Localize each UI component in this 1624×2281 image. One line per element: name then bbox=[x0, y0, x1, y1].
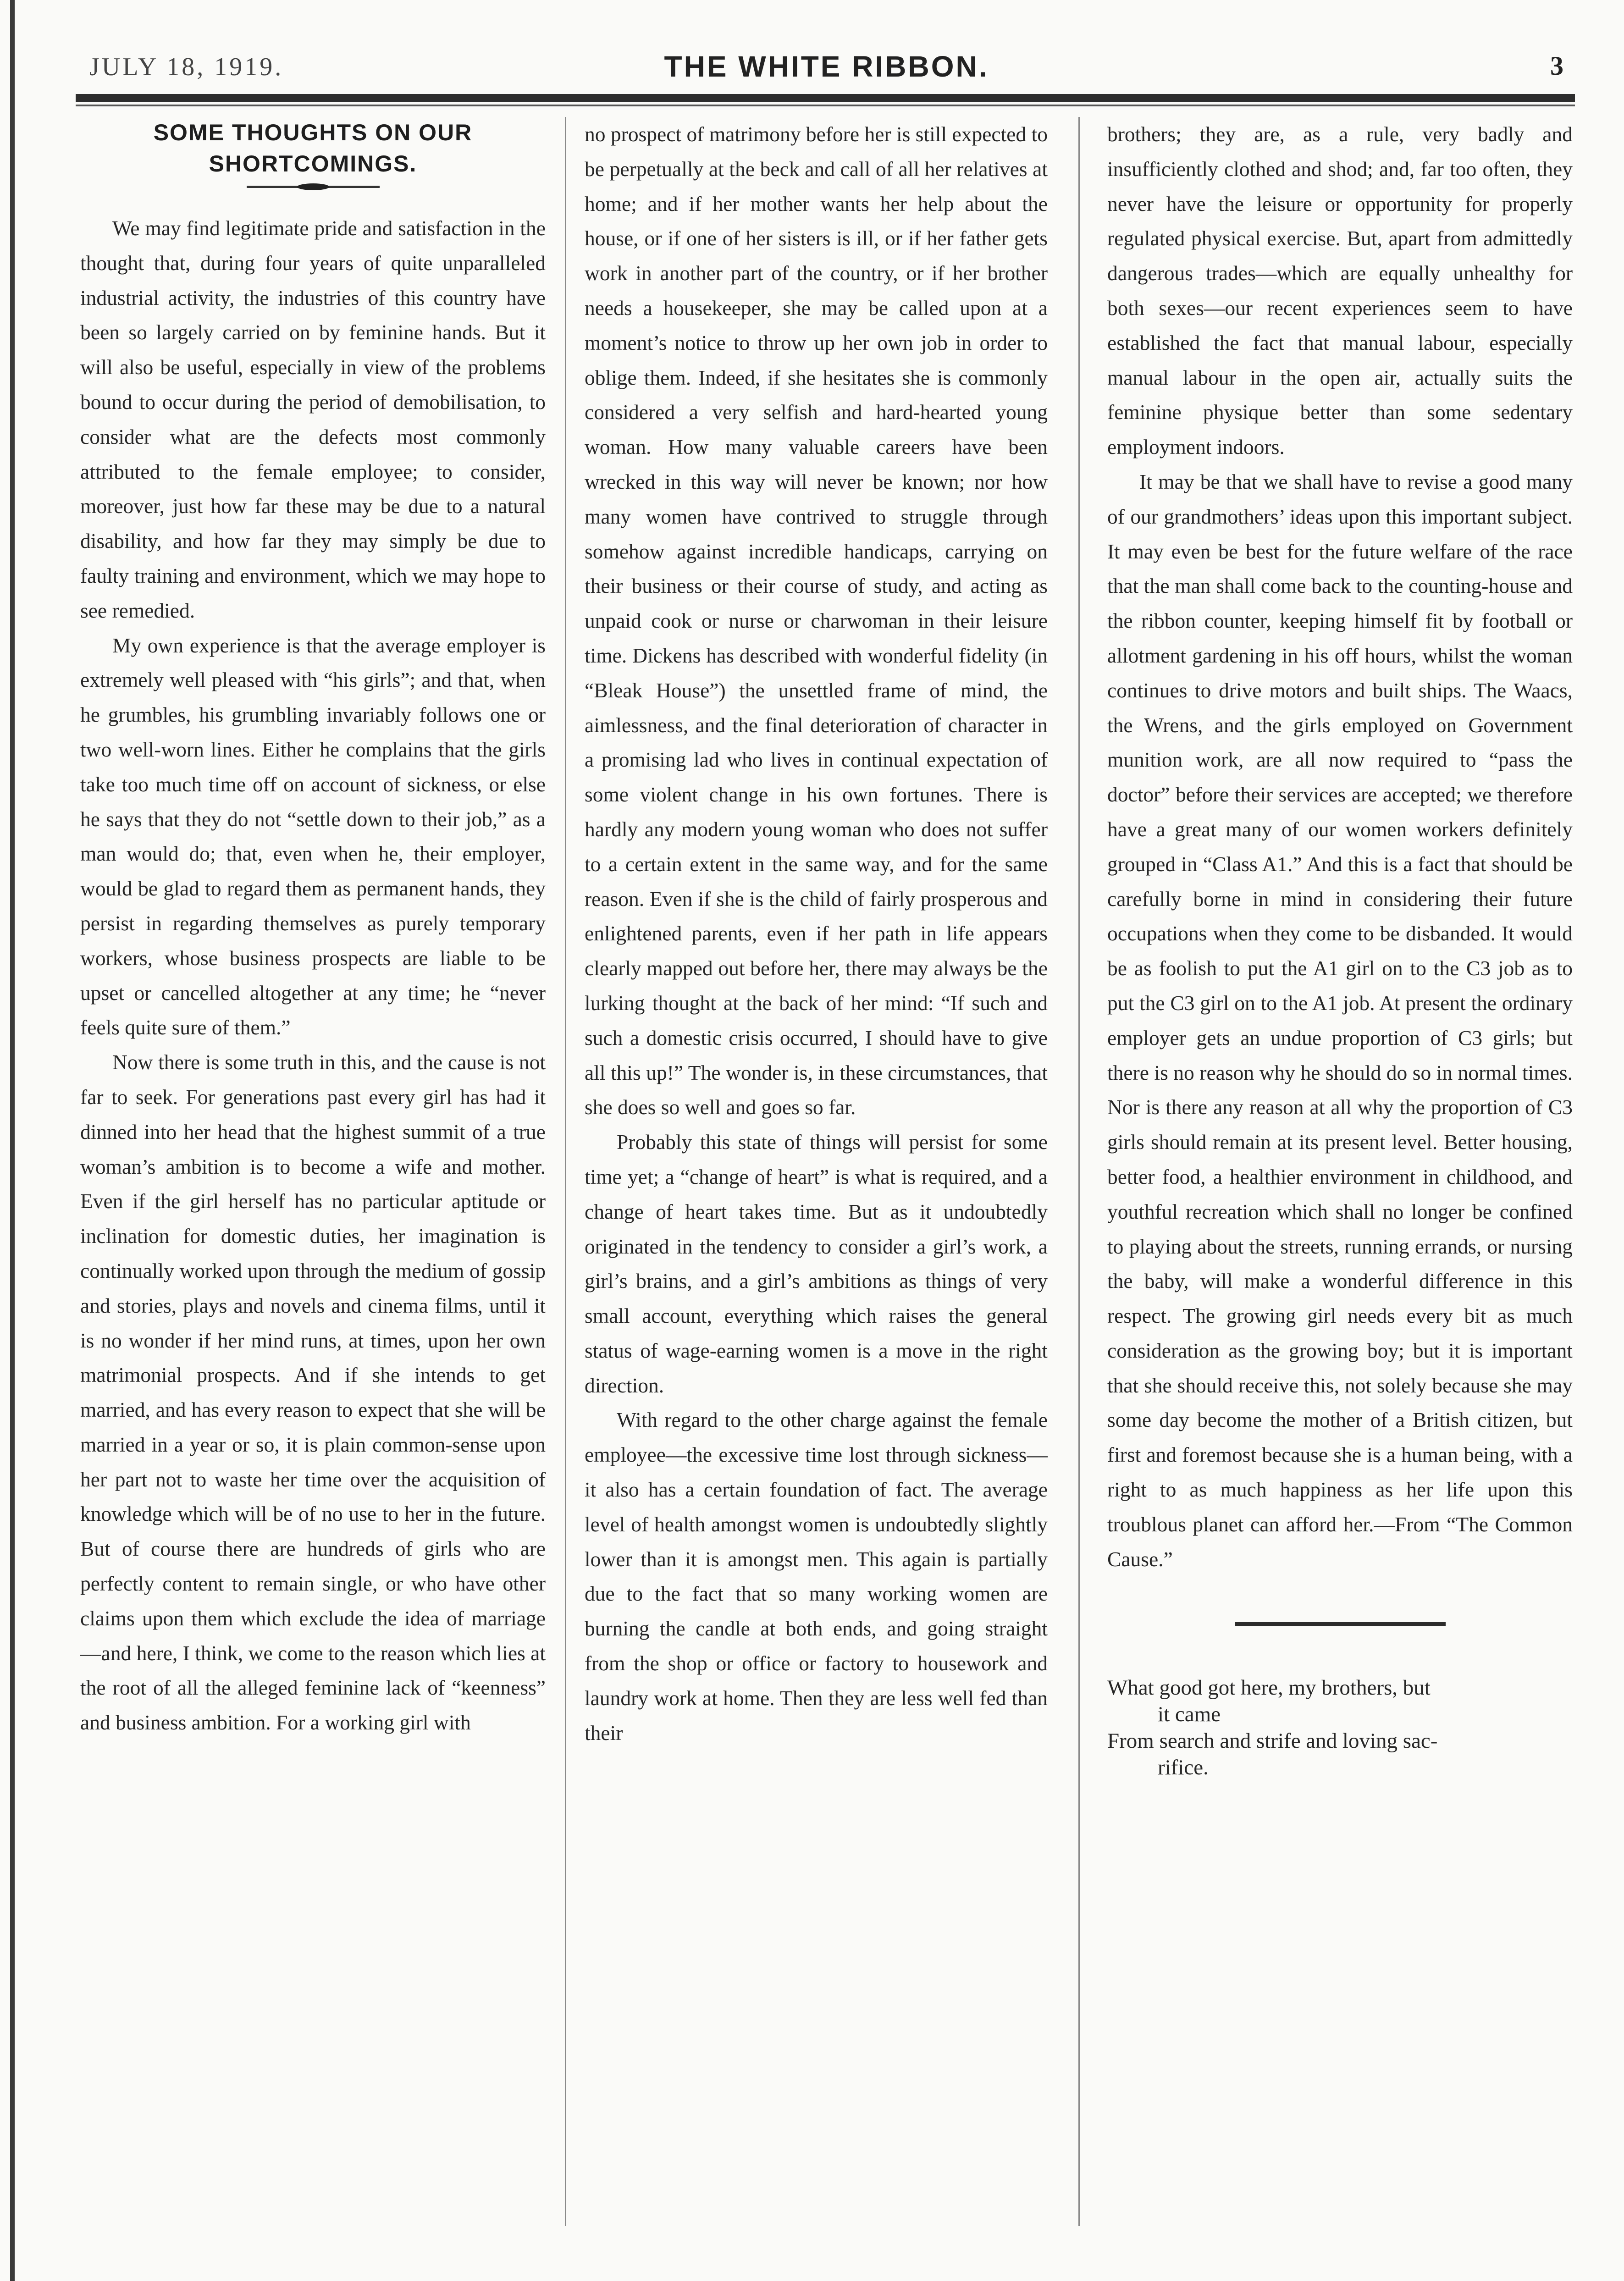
poem-line: From search and strife and loving sac- bbox=[1107, 1729, 1438, 1753]
paragraph: We may find legitimate pride and satisfaction in the thought that, during four years of quite unparalleled industrial activity, the industries of this country have been so largely carried on by feminine hands. But it will also be useful, especially in view of the problems bound to occur during the period of demobilisation, to consider what are the defects most commonly attributed to the female employee; to consider, moreover, just how far these may be due to a natural disability, and how far they may simply be due to faulty training and environment, which we may hope to see remedied. bbox=[80, 216, 546, 622]
column-divider bbox=[565, 117, 566, 2226]
poem-line: What good got here, my brothers, but bbox=[1107, 1676, 1431, 1700]
poem-excerpt bbox=[1107, 1677, 1573, 1778]
paragraph-continued: no prospect of matrimony before her is still expected to be perpetually at the beck and call of all her relatives at home; and if her mother wants her help about the house, or if one of her sisters is ill, or if her father gets work in another part of the country, or if her brother needs a housekeeper, she may be called upon at a moment’s notice to throw up her own job in order to oblige them. Indeed, if she hesitates she is commonly considered a very selfish and hard-hearted young woman. How many valuable careers have been wrecked in this way will never be known; nor how many women have contrived to struggle through somehow against incredible handicaps, carrying on their business or their course of study, and acting as unpaid cook or nurse or charwoman in their leisure time. Dickens has described with wonderful fidelity (in “Bleak House”) the unsettled frame of mind, the aimlessness, and the final deterioration of character in a promising lad who lives in continual expectation of some violent change in his own fortunes. There is hardly any modern young woman who does not suffer to a certain extent in the same way, and for the same reason. Even if she is the child of fairly prosperous and enlightened parents, even if her path in life appears clearly mapped out before her, there may always be the lurking thought at the back of her mind: “If such and such a domestic crisis occurred, I should have to give all this up!” The wonder is, in these circumstances, that she does so well and goes so far. bbox=[585, 122, 1048, 1119]
header-rule-thin bbox=[76, 105, 1575, 106]
column-1 bbox=[80, 117, 546, 2226]
article-end-rule bbox=[1235, 1622, 1446, 1626]
title-ornament-rule bbox=[247, 186, 380, 188]
column-divider bbox=[1078, 117, 1080, 2226]
paragraph: With regard to the other charge against the female employee—the excessive time lost through sickness—it also has a certain foundation of fact. The average level of health amongst women is undoubtedly slightly lower than it is amongst men. This again is partially due to the fact that so many working women are burning the candle at both ends, and going straight from the shop or office or factory to housework and laundry work at home. Then they are less well fed than their bbox=[585, 1408, 1048, 1745]
column-2 bbox=[585, 117, 1048, 2226]
publication-title: THE WHITE RIBBON. bbox=[664, 50, 989, 83]
paragraph-continued: brothers; they are, as a rule, very badly and insufficiently clothed and shod; and, far too often, they never have the leisure or opportunity for properly regulated physical exercise. But, apart from admittedly dangerous trades—which are equally unhealthy for both sexes—our recent experiences seem to have established the fact that manual labour, especially manual labour in the open air, actually suits the feminine physique better than some sedentary employment indoors. bbox=[1107, 122, 1573, 459]
paragraph: Probably this state of things will persist for some time yet; a “change of heart” is what is required, and a change of heart takes time. But as it undoubtedly originated in the tendency to consider a girl’s work, a girl’s brains, and a girl’s ambitions as things of very small account, everything which raises the general status of wage-earning women is a move in the right direction. bbox=[585, 1130, 1048, 1397]
article-title bbox=[80, 117, 546, 179]
paragraph: Now there is some truth in this, and the cause is not far to seek. For generations past every girl has had it dinned into her head that the highest summit of a true woman’s ambition is to become a wife and mother. Even if the girl herself has no particular aptitude or inclination for domestic duties, her imagination is continually worked upon through the medium of gossip and stories, plays and novels and cinema films, until it is no wonder if her mind runs, at times, upon her own matrimonial prospects. And if she intends to get married, and has every reason to expect that she will be married in a year or so, it is plain common-sense upon her part not to waste her time over the acquisition of knowledge which will be of no use to her in the future. But of course there are hundreds of girls who are perfectly content to remain single, or who have other claims upon them which exclude the idea of marriage—and here, I think, we come to the reason which lies at the root of all the alleged feminine lack of “keenness” and business ambition. For a working girl with bbox=[80, 1050, 546, 1734]
column-3 bbox=[1107, 117, 1573, 2226]
article-title-line-2: SHORTCOMINGS. bbox=[209, 151, 417, 177]
page-number: 3 bbox=[1550, 51, 1563, 81]
poem-line-continuation: it came bbox=[1158, 1702, 1221, 1727]
poem-line-continuation: rifice. bbox=[1158, 1756, 1209, 1780]
paragraph: It may be that we shall have to revise a good many of our grandmothers’ ideas upon this important subject. It may even be best for the future welfare of the race that the man shall come back to the counting-house and the ribbon counter, keeping himself fit by football or allotment gardening in his off hours, whilst the woman continues to drive motors and built ships. The Waacs, the Wrens, and the girls employed on Government munition work, are all now required to “pass the doctor” before their services are accepted; we therefore have a great many of our women workers definitely grouped in “Class A1.” And this is a fact that should be carefully borne in mind in considering their future occupations when they come to be disbanded. It would be as foolish to put the A1 girl on to the C3 job as to put the C3 girl on to the A1 job. At present the ordinary employer gets an undue proportion of C3 girls; but there is no reason why he should do so in normal times. Nor is there any reason at all why the proportion of C3 girls should remain at its present level. Better housing, better food, a healthier environment in childhood, and youthful recreation which shall no longer be confined to playing about the streets, running errands, or nursing the baby, will make a wonderful difference in this respect. The growing girl needs every bit as much consideration as the growing boy; but it is important that she should receive this, not solely because she may some day become the mother of a British citizen, but first and foremost because she is a human being, with a right to as much happiness as her life upon this troublous planet can afford her.—From “The Common Cause.” bbox=[1107, 469, 1573, 1571]
header-rule bbox=[76, 94, 1575, 102]
header-date: JULY 18, 1919. bbox=[89, 53, 284, 81]
page-header bbox=[80, 46, 1573, 87]
article-title-line-1: SOME THOUGHTS ON OUR bbox=[153, 120, 473, 145]
page-binding-edge bbox=[10, 0, 15, 2281]
paragraph: My own experience is that the average employer is extremely well pleased with “his girls”; and that, when he grumbles, his grumbling invariably follows one or two well-worn lines. Either he complains that the girls take too much time off on account of sickness, or else he says that they do not “settle down to their job,” as a man would do; that, even when he, their employer, would be glad to regard them as permanent hands, they persist in regarding themselves as purely temporary workers, whose business prospects are liable to be upset or cancelled altogether at any time; he “never feels quite sure of them.” bbox=[80, 633, 546, 1039]
